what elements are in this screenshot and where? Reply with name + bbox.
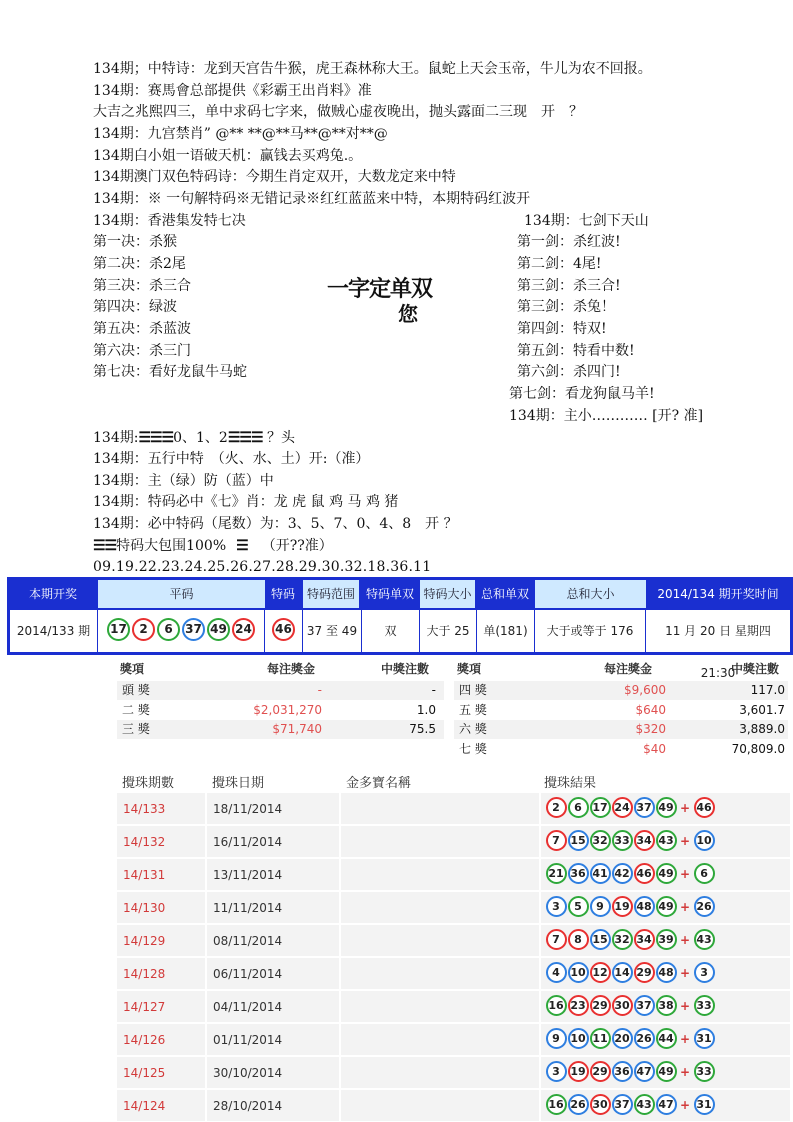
- history-issue-link[interactable]: 14/126: [123, 1033, 166, 1047]
- history-issue-link[interactable]: 14/124: [123, 1099, 166, 1113]
- lottery-ball: 33: [694, 995, 715, 1016]
- jue-item: 第一决：杀猴: [93, 234, 177, 250]
- header-special-bigsmall: 特码大小: [420, 580, 475, 608]
- lottery-ball: 48: [656, 962, 677, 983]
- history-header-date: 攪珠日期: [212, 776, 265, 791]
- lottery-ball: 48: [634, 896, 655, 917]
- lottery-ball: 36: [568, 863, 589, 884]
- plus-icon: +: [680, 833, 691, 848]
- plus-icon: +: [680, 1031, 691, 1046]
- danshuang-subtext: 您: [398, 302, 418, 326]
- jian-item: 第五剑：特看中数!: [517, 343, 635, 359]
- history-date: 08/11/2014: [213, 934, 283, 948]
- plus-icon: +: [680, 899, 691, 914]
- lottery-ball: 2: [132, 618, 155, 641]
- lottery-ball: 47: [656, 1094, 677, 1115]
- special-ball: [265, 610, 303, 652]
- prize-name: 四 獎: [459, 683, 487, 697]
- lottery-ball: 46: [272, 618, 295, 641]
- plus-icon: +: [680, 1097, 691, 1112]
- prize-name: 七 獎: [459, 742, 487, 756]
- jian-item: 第三剑：杀兔！: [517, 299, 615, 315]
- lottery-ball: 3: [546, 1061, 567, 1082]
- history-row: [117, 1090, 790, 1122]
- history-row: [117, 958, 790, 991]
- prize-header-amount: 每注獎金: [267, 662, 316, 676]
- lottery-ball: 41: [590, 863, 611, 884]
- special-oddeven: 双: [362, 610, 420, 652]
- number-list: 09.19.22.23.24.25.26.27.28.29.30.32.18.36.11: [93, 559, 432, 575]
- lottery-ball: 15: [590, 929, 611, 950]
- lottery-ball: 49: [656, 1061, 677, 1082]
- seven-zodiac-line: 134期：特码必中《七》肖：龙 虎 鼠 鸡 马 鸡 猪: [93, 494, 399, 510]
- lottery-ball: 6: [568, 797, 589, 818]
- lottery-ball: 33: [612, 830, 633, 851]
- prediction-line: 134期；中特诗：龙到天宫告牛猴，虎王森林称大王。鼠蛇上天会玉帝，牛儿为农不回报。: [93, 61, 652, 77]
- prize-amount: $40: [643, 742, 666, 756]
- prize-header-amount: 每注獎金: [604, 662, 653, 676]
- jian-title: 134期：七剑下天山: [524, 213, 649, 229]
- prediction-line: 134期澳门双色特码诗：今期生肖定双开，大数龙定来中特: [93, 169, 456, 185]
- prediction-line: 134期：香港集发特七决: [93, 213, 246, 229]
- header-special-range: 特码范围: [303, 580, 359, 608]
- prize-name: 頭 獎: [122, 683, 150, 697]
- jian-item: 第三剑：杀三合!: [517, 278, 621, 294]
- lottery-ball: 7: [546, 929, 567, 950]
- lottery-ball: 47: [634, 1061, 655, 1082]
- jue-item: 第二决：杀2尾: [93, 256, 186, 272]
- prediction-line: 134期：※ 一句解特码※无错记录※红红蓝蓝来中特，本期特码红波开: [93, 191, 531, 207]
- lottery-ball: 16: [546, 1094, 567, 1115]
- lottery-ball: 37: [634, 797, 655, 818]
- history-issue-link[interactable]: 14/130: [123, 901, 166, 915]
- lottery-ball: 23: [568, 995, 589, 1016]
- lottery-ball: 49: [207, 618, 230, 641]
- jue-item: 第七决：看好龙鼠牛马蛇: [93, 364, 247, 380]
- bar-glyphs: ☰☰: [93, 538, 117, 554]
- history-issue-link[interactable]: 14/132: [123, 835, 166, 849]
- surround-label: 特码大包围100%: [116, 538, 227, 554]
- lottery-ball: 49: [656, 797, 677, 818]
- history-date: 01/11/2014: [213, 1033, 283, 1047]
- lottery-ball: 10: [568, 962, 589, 983]
- lottery-ball: 33: [694, 1061, 715, 1082]
- plus-icon: +: [680, 965, 691, 980]
- jian-item: 第一剑：杀红波!: [517, 234, 621, 250]
- history-balls: [545, 830, 715, 851]
- history-date: 06/11/2014: [213, 967, 283, 981]
- lottery-ball: 3: [546, 896, 567, 917]
- special-bigsmall: 大于 25: [420, 610, 477, 652]
- lottery-ball: 43: [694, 929, 715, 950]
- plus-icon: +: [680, 932, 691, 947]
- lottery-ball: 3: [694, 962, 715, 983]
- lottery-ball: 12: [590, 962, 611, 983]
- history-balls: [545, 896, 715, 917]
- prize-count: -: [431, 683, 436, 697]
- jue-item: 第三决：杀三合: [93, 278, 191, 294]
- prize-header-item: 獎項: [457, 662, 482, 676]
- lottery-ball: 26: [568, 1094, 589, 1115]
- zhuxiao-line: 134期：主小………… [开? 准]: [509, 408, 704, 424]
- plus-icon: +: [680, 998, 691, 1013]
- history-balls: [545, 962, 715, 983]
- lottery-ball: 34: [634, 830, 655, 851]
- lottery-ball: 32: [612, 929, 633, 950]
- lottery-ball: 49: [656, 863, 677, 884]
- wuxing-line: 134期：五行中特 （火、水、土）开:（准）: [93, 451, 370, 467]
- prize-count: 70,809.0: [731, 742, 785, 756]
- lottery-ball: 6: [157, 618, 180, 641]
- history-header-result: 攪珠結果: [544, 776, 597, 791]
- danshuang-heading: 一字定单双: [327, 277, 433, 302]
- prize-amount: $71,740: [272, 722, 322, 736]
- lottery-ball: 6: [694, 863, 715, 884]
- lottery-ball: 26: [634, 1028, 655, 1049]
- lottery-ball: 24: [612, 797, 633, 818]
- lottery-ball: 24: [232, 618, 255, 641]
- lottery-ball: 21: [546, 863, 567, 884]
- lottery-ball: 36: [612, 1061, 633, 1082]
- lottery-ball: 11: [590, 1028, 611, 1049]
- prize-count: 75.5: [409, 722, 436, 736]
- history-balls: [545, 863, 715, 884]
- prize-count: 3,889.0: [739, 722, 785, 736]
- plus-icon: +: [680, 866, 691, 881]
- surround-suffix: （开??准）: [261, 538, 333, 554]
- history-row: [117, 793, 790, 826]
- history-date: 28/10/2014: [213, 1099, 283, 1113]
- jian-item: 第六剑：杀四门!: [517, 364, 621, 380]
- history-issue-link[interactable]: 14/128: [123, 967, 166, 981]
- history-date: 30/10/2014: [213, 1066, 283, 1080]
- history-issue-link[interactable]: 14/125: [123, 1066, 166, 1080]
- header-sum-bigsmall: 总和大小: [535, 580, 646, 608]
- header-special-number: 特码: [270, 587, 295, 601]
- head-prediction-numbers: 0、1、2: [173, 430, 228, 446]
- history-row: [117, 1024, 790, 1057]
- lottery-ball: 20: [612, 1028, 633, 1049]
- jian-item: 第二剑：4尾!: [517, 256, 602, 272]
- lottery-ball: 19: [612, 896, 633, 917]
- lottery-ball: 19: [568, 1061, 589, 1082]
- lottery-ball: 29: [590, 995, 611, 1016]
- prize-amount: $2,031,270: [253, 703, 322, 717]
- lottery-ball: 4: [546, 962, 567, 983]
- history-row: [117, 892, 790, 925]
- lottery-ball: 31: [694, 1094, 715, 1115]
- lottery-ball: 5: [568, 896, 589, 917]
- prize-name: 六 獎: [459, 722, 487, 736]
- history-issue-link[interactable]: 14/131: [123, 868, 166, 882]
- header-sum-oddeven: 总和单双: [480, 587, 529, 601]
- history-issue-link[interactable]: 14/129: [123, 934, 166, 948]
- lottery-ball: 43: [656, 830, 677, 851]
- history-date: 16/11/2014: [213, 835, 283, 849]
- history-date: 04/11/2014: [213, 1000, 283, 1014]
- prize-header-item: 獎項: [120, 662, 145, 676]
- lottery-ball: 30: [612, 995, 633, 1016]
- prediction-line: 134期白小姐一语破天机：赢钱去买鸡兔.。: [93, 148, 363, 164]
- history-balls: [545, 1061, 715, 1082]
- lottery-ball: 7: [546, 830, 567, 851]
- lottery-ball: 37: [612, 1094, 633, 1115]
- bar-glyphs: ☰: [236, 538, 248, 554]
- prize-name: 三 獎: [122, 722, 150, 736]
- history-date: 18/11/2014: [213, 802, 283, 816]
- header-next-draw-time: 2014/134 期开奖时间: [657, 587, 779, 601]
- prize-header-count: 中獎注數: [731, 662, 780, 676]
- header-current-draw: 本期开奖: [28, 587, 77, 601]
- lottery-ball: 10: [568, 1028, 589, 1049]
- lottery-ball: 42: [612, 863, 633, 884]
- history-header-issue: 攪珠期數: [122, 776, 175, 791]
- lottery-ball: 9: [590, 896, 611, 917]
- sum-oddeven: 单(181): [477, 610, 535, 652]
- head-prediction-prefix: 134期:: [93, 430, 139, 446]
- lottery-ball: 38: [656, 995, 677, 1016]
- history-header-pool: 金多寶名稱: [346, 776, 412, 791]
- prize-count: 117.0: [750, 683, 785, 697]
- lottery-ball: 32: [590, 830, 611, 851]
- head-prediction: [93, 428, 295, 448]
- lottery-ball: 34: [634, 929, 655, 950]
- history-balls: [545, 995, 715, 1016]
- history-balls: [545, 929, 715, 950]
- lottery-ball: 29: [590, 1061, 611, 1082]
- history-row: [117, 859, 790, 892]
- lottery-ball: 26: [694, 896, 715, 917]
- bar-glyphs: ☰☰☰: [138, 430, 174, 446]
- head-prediction-suffix: ？头: [262, 430, 295, 446]
- tail-number-line: 134期：必中特码（尾数）为：3、5、7、0、4、8 开 ？: [93, 516, 458, 532]
- jian-item: 第七剑：看龙狗鼠马羊!: [509, 386, 655, 402]
- prize-header-count: 中獎注數: [381, 662, 430, 676]
- lottery-ball: 31: [694, 1028, 715, 1049]
- regular-balls: [98, 610, 265, 652]
- lottery-ball: 49: [656, 896, 677, 917]
- history-issue-link[interactable]: 14/127: [123, 1000, 166, 1014]
- history-date: 11/11/2014: [213, 901, 283, 915]
- history-balls: [545, 1028, 715, 1049]
- lottery-ball: 37: [634, 995, 655, 1016]
- jian-item: 第四剑：特双!: [517, 321, 607, 337]
- surround-line: [93, 536, 333, 556]
- plus-icon: +: [680, 800, 691, 815]
- lottery-ball: 14: [612, 962, 633, 983]
- lottery-ball: 2: [546, 797, 567, 818]
- prize-amount: -: [317, 683, 322, 697]
- lottery-ball: 46: [634, 863, 655, 884]
- history-balls: [545, 1094, 715, 1115]
- lottery-ball: 29: [634, 962, 655, 983]
- draw-issue: 2014/133 期: [10, 610, 98, 652]
- lottery-ball: 15: [568, 830, 589, 851]
- lottery-ball: 37: [182, 618, 205, 641]
- lottery-ball: 8: [568, 929, 589, 950]
- bar-glyphs: ☰☰☰: [227, 430, 263, 446]
- history-balls: [545, 797, 715, 818]
- history-row: [117, 1057, 790, 1090]
- lottery-ball: 16: [546, 995, 567, 1016]
- history-row: [117, 991, 790, 1024]
- jue-item: 第四决：绿波: [93, 299, 177, 315]
- special-range: 37 至 49: [303, 610, 362, 652]
- lottery-ball: 39: [656, 929, 677, 950]
- prediction-line: 134期：九宫禁肖” @** **@**马**@**对**@: [93, 126, 388, 142]
- jue-item: 第六决：杀三门: [93, 343, 191, 359]
- color-line: 134期：主（绿）防（蓝）中: [93, 473, 274, 489]
- lottery-ball: 17: [107, 618, 130, 641]
- prize-amount: $640: [635, 703, 666, 717]
- next-draw-time: 11 月 20 日 星期四 21:30: [665, 624, 771, 680]
- history-issue-link[interactable]: 14/133: [123, 802, 166, 816]
- lottery-ball: 43: [634, 1094, 655, 1115]
- lottery-ball: 30: [590, 1094, 611, 1115]
- lottery-ball: 46: [694, 797, 715, 818]
- prize-amount: $320: [635, 722, 666, 736]
- prediction-line: 134期：赛馬會总部提供《彩霸王出肖料》准: [93, 83, 372, 99]
- prize-count: 3,601.7: [739, 703, 785, 717]
- history-row: [117, 925, 790, 958]
- header-regular-numbers: 平码: [98, 580, 265, 608]
- jue-item: 第五决：杀蓝波: [93, 321, 191, 337]
- prize-amount: $9,600: [624, 683, 666, 697]
- prediction-line: 大吉之兆熙四三，单中求码七字来，做贼心虚夜晚出，抛头露面二三现 开 ？: [93, 104, 583, 120]
- lottery-ball: 17: [590, 797, 611, 818]
- lottery-ball: 44: [656, 1028, 677, 1049]
- history-row: [117, 826, 790, 859]
- prize-name: 二 獎: [122, 703, 150, 717]
- lottery-ball: 9: [546, 1028, 567, 1049]
- prize-count: 1.0: [416, 703, 436, 717]
- history-date: 13/11/2014: [213, 868, 283, 882]
- prize-name: 五 獎: [459, 703, 487, 717]
- header-special-oddeven: 特码单双: [365, 587, 414, 601]
- lottery-ball: 10: [694, 830, 715, 851]
- plus-icon: +: [680, 1064, 691, 1079]
- sum-bigsmall: 大于或等于 176: [535, 610, 646, 652]
